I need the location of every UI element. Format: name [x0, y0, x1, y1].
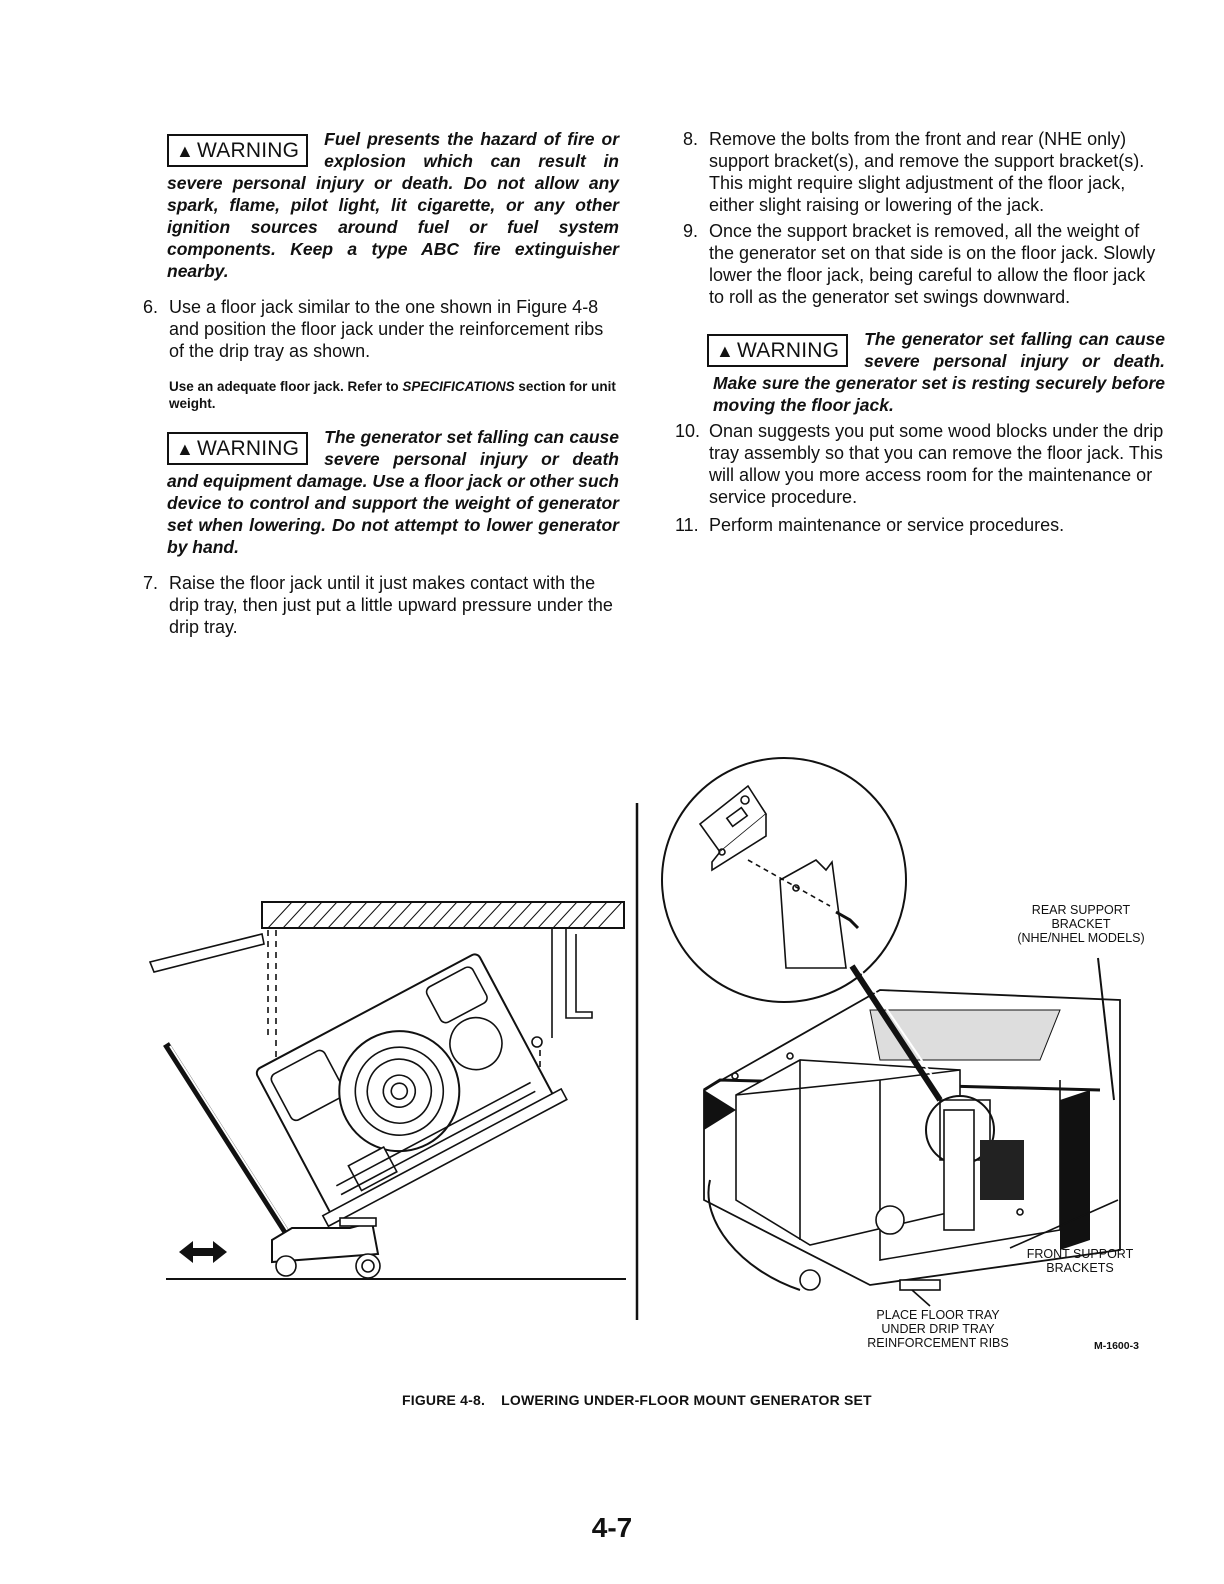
tray-leader [912, 1290, 930, 1306]
step-number: 7. [143, 573, 159, 593]
warning-text: Fuel presents the hazard of fire or explosion which can result in severe personal injury or death. Do not allow any spark, flame, pilot light, lit cigarette, or any other ignition sources around fuel or fuel system components. Keep a type ABC fire extinguisher nearby. [167, 129, 619, 281]
step-number: 9. [683, 221, 699, 241]
note-floor-jack: Use an adequate floor jack. Refer to SPECIFICATIONS section for unit weight. [169, 379, 616, 411]
warning-text: The generator set falling can cause severe personal injury or death. Make sure the generator set is resting securely before moving the floor jack. [713, 329, 1165, 415]
hanger-bracket [552, 928, 592, 1038]
step-text: Onan suggests you put some wood blocks under the drip tray assembly so that you can remove the floor jack. This will allow you more access room for the maintenance or service procedure. [709, 421, 1164, 507]
warning-text: The generator set falling can cause severe personal injury or death and equipment damage. Use a floor jack or other such device to control and support the weight of generator set when lowering. Do not attempt to lower generator by hand. [167, 427, 619, 557]
warning-badge: ▲ WARNING [167, 432, 308, 465]
warning-badge: ▲ WARNING [167, 134, 308, 167]
step-text: Perform maintenance or service procedures. [709, 515, 1065, 535]
figure-caption: FIGURE 4-8. LOWERING UNDER-FLOOR MOUNT GENERATOR SET [402, 1392, 872, 1408]
detail-view-drawing [662, 758, 1120, 1306]
double-arrow-icon [179, 1241, 227, 1263]
warning-triangle-icon: ▲ [716, 341, 735, 361]
step-number: 8. [683, 129, 699, 149]
callout-rear-bracket: REAR SUPPORT BRACKET (NHE/NHEL MODELS) [1017, 903, 1145, 945]
callout-floor-tray: PLACE FLOOR TRAY UNDER DRIP TRAY REINFORCEMENT RIBS [867, 1308, 1009, 1350]
tilted-generator [248, 948, 567, 1227]
callout-front-brackets: FRONT SUPPORT BRACKETS [1026, 1247, 1134, 1275]
warning-badge: ▲ WARNING [707, 334, 848, 367]
step-text: Once the support bracket is removed, all the weight of the generator set on that side is on the floor jack. Slowly lower the floor jack, being careful to allow the floor jack to roll as the generator set swings downward. [709, 221, 1156, 307]
step-text: Remove the bolts from the front and rear (NHE only) support bracket(s), and remove the support bracket(s). This might require slight adjustment of the floor jack, either slight raising or lowering of the jack. [709, 129, 1145, 215]
frame-rail [150, 934, 264, 972]
step-number: 11. [675, 515, 699, 535]
side-view-drawing [150, 902, 626, 1279]
step-number: 10. [675, 421, 701, 441]
warning-triangle-icon: ▲ [176, 141, 195, 161]
page-number: 4-7 [591, 1512, 633, 1543]
step-text: Use a floor jack similar to the one shown in Figure 4-8 and position the floor jack under the reinforcement ribs of the drip tray as shown. [169, 297, 604, 361]
step-number: 6. [143, 297, 159, 317]
warning-triangle-icon: ▲ [176, 439, 195, 459]
figure-code: M-1600-3 [1094, 1340, 1139, 1352]
step-text: Raise the floor jack until it just makes contact with the drip tray, then just put a little upward pressure under the drip tray. [169, 573, 613, 637]
